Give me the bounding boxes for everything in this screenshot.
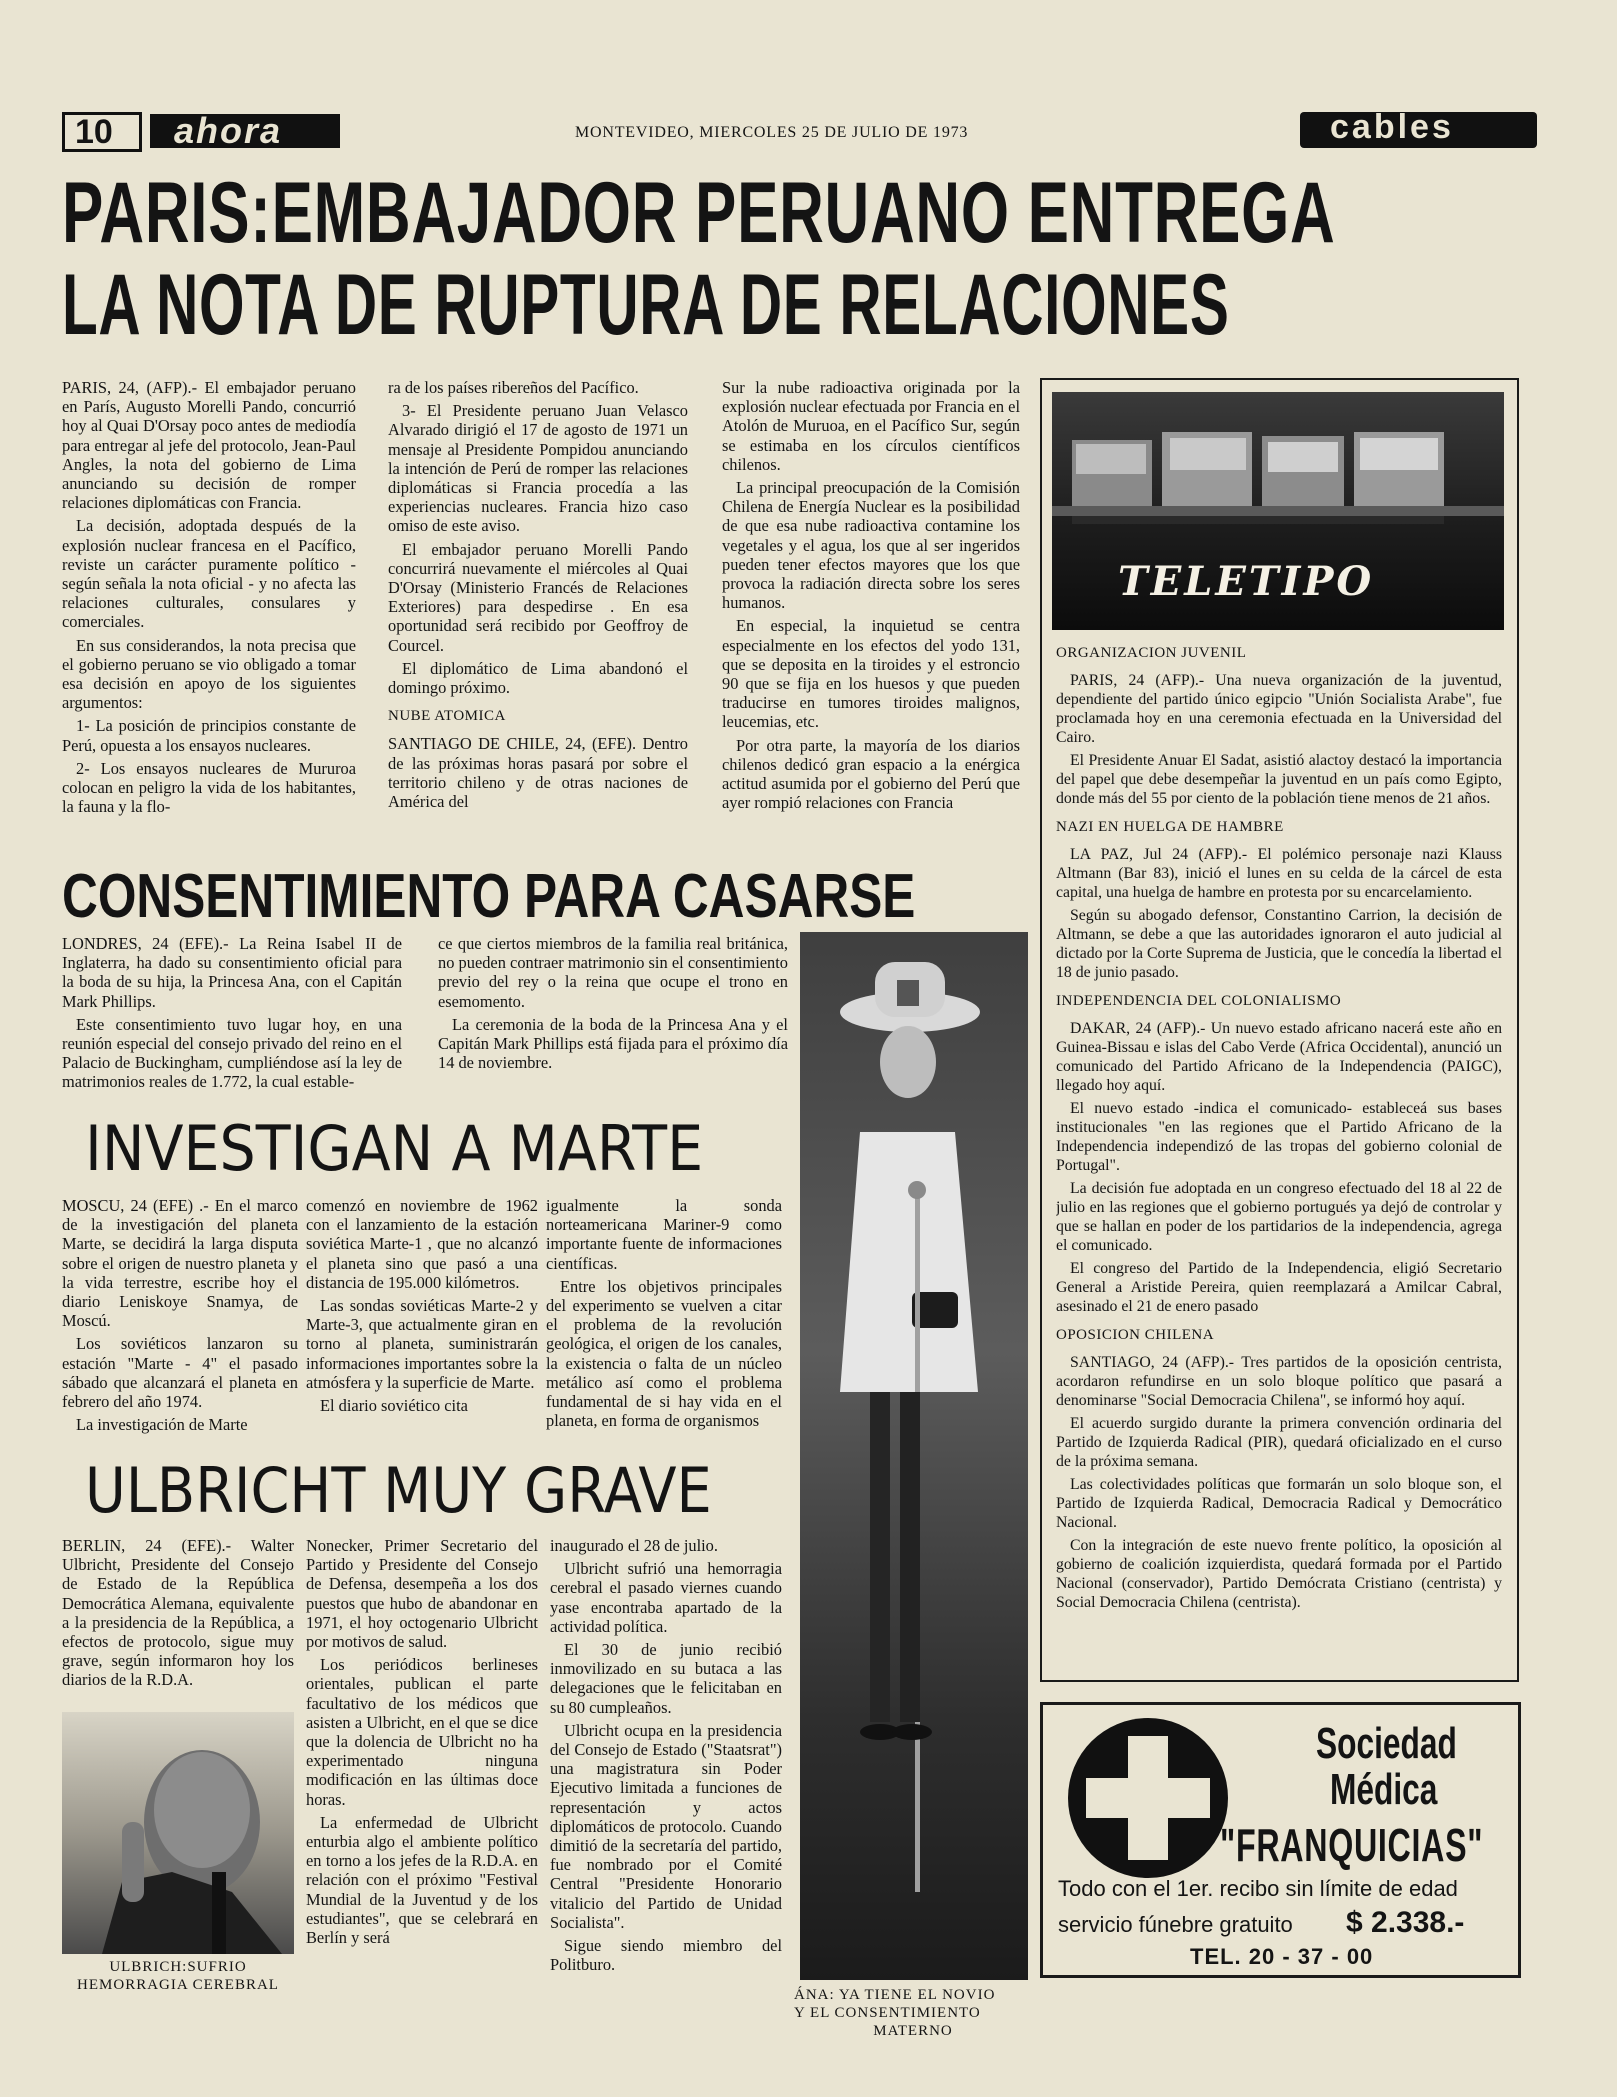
paragraph: PARIS, 24, (AFP).- El embajador peruano en París, Augusto Morelli Pando, concurrió hoy al Quai D'Orsay poco antes de mediodía para entregar al jefe del protocolo, Jean-Paul Angles, la nota del gobierno de Lima anunciando su decisión de romper relaciones diplomáticas con Francia. <box>62 378 356 513</box>
teletipo-photo <box>1052 392 1504 630</box>
paragraph: El diplomático de Lima abandonó el domingo próximo. <box>388 658 688 698</box>
paragraph: La investigación de Marte <box>76 1415 248 1435</box>
caption-line: ULBRICH:SUFRIO <box>109 1959 247 1975</box>
ulbricht-headline: ULBRICHT MUY GRAVE <box>85 1454 712 1527</box>
page-number-box <box>62 112 142 152</box>
paragraph: 1- La posición de principios constante de Perú, opuesta a los ensayos nucleares. <box>62 716 356 755</box>
paragraph: En especial, la inquietud se centra especialmente en los efectos del yodo 131, que se deposita en la tiroides y el estroncio 90 que se fija en los huesos y que pueden traducirse en tumores tiroides malignos, leucemias, etc. <box>722 616 1020 732</box>
marte-col1 <box>62 1196 298 1456</box>
paragraph: Según su abogado defensor, Constantino Carrion, la decisión de Altmann, se debe a que las autoridades ignoraron el auto judicial al dictado por la Corte Suprema de Justicia, que le concedía la libertad el 18 de junio pasado. <box>1056 907 1502 981</box>
paragraph: ra de los países ribereños del Pacífico. <box>388 378 639 397</box>
paragraph: 2- Los ensayos nucleares de Mururoa colocan en peligro la vida de los habitantes, la fauna y la flo- <box>62 758 356 817</box>
paragraph: Ulbricht ocupa en la presidencia del Consejo de Estado ("Staatsrat") una magistratura sin Poder Ejecutivo limitada a funciones de representación y actos diplomáticos de protocolo. Cuando dimitió de la secretaría del partido, fue nombrado por el Comité Central "Presidente Honorario vitalicio del Partido de Unidad Socialista". <box>550 1720 782 1932</box>
paragraph: La ceremonia de la boda de la Princesa Ana y el Capitán Mark Phillips está fijada para el próximo día 14 de noviembre. <box>438 1014 788 1073</box>
caption-line: Y EL CONSENTIMIENTO <box>794 2005 981 2021</box>
paragraph: Nonecker, Primer Secretario del Partido y Presidente del Consejo de Defensa, desempeña a los dos puestos que hubo de abandonar en 1971, el hoy octogenario Ulbricht por motivos de salud. <box>306 1536 538 1652</box>
paragraph: BERLIN, 24 (EFE).- Walter Ulbricht, Presidente del Consejo de Estado de la República Democrática Alemana, equivalente a la presidencia de la República, a efectos de protocolo, sigue muy grave, según informaron hoy los diarios de la R.D.A. <box>62 1536 294 1690</box>
paragraph: El acuerdo surgido durante la primera convención ordinaria del Partido de Izquierda Radical (PIR), quedará oficializado en el curso de la próxima semana. <box>1056 1415 1502 1470</box>
ulbricht-col3 <box>550 1536 782 1996</box>
section-label: cables <box>1330 108 1454 146</box>
paragraph: El 30 de junio recibió inmovilizado en su butaca a las delegaciones que le felicitaban en su 80 cumpleaños. <box>550 1640 782 1717</box>
caption-line: ÁNA: YA TIENE EL NOVIO <box>794 1987 996 2003</box>
paragraph: ce que ciertos miembros de la familia real británica, no pueden contraer matrimonio sin el consentimiento previo del rey o la reina que ocupe el trono en esemomento. <box>438 934 788 1011</box>
ulbricht-photo <box>62 1712 294 1954</box>
paragraph: Las colectividades políticas que formarán un solo bloque son, el Partido de Izquierda Radical, Democracia Radical y Democrático Nacional. <box>1056 1476 1502 1531</box>
princess-anne-photo <box>800 932 1028 1980</box>
paragraph: La decisión fue adoptada en un congreso efectuado del 18 al 22 de julio en las regiones que el gobierno portugués ya dejó de controlar y que se hallan en poder de los partidarios de la independencia, agrega el comunicado. <box>1056 1180 1502 1254</box>
ad-line5: servicio fúnebre gratuito <box>1058 1912 1293 1937</box>
paragraph: Los periódicos berlineses orientales, publican el parte facultativo de los médicos que asisten a Ulbricht, en el que se dice que la dolencia de Ulbricht no ha experimentado ninguna modificación en las últimas doce horas. <box>306 1655 538 1809</box>
paragraph: Los soviéticos lanzaron su estación "Marte - 4" el pasado sábado que alcanzará el planeta en febrero del año 1974. <box>62 1334 298 1412</box>
paragraph: DAKAR, 24 (AFP).- Un nuevo estado africano nacerá este año en Guinea-Bissau e islas del Cabo Verde (Africa Occidental), anunció un comunicado del Partido Africano de la Independencia (PAIGC), llegado hoy aquí. <box>1056 1020 1502 1094</box>
main-story-col1 <box>62 378 356 858</box>
caption-line: HEMORRAGIA CEREBRAL <box>77 1977 279 1993</box>
paragraph: Entre los objetivos principales del experimento se vuelven a citar el problema de la revolución geológica, el origen de los canales, la existencia o falta de un núcleo metálico así como el problema fundamental de si hay vida en el planeta, en forma de organismos <box>546 1276 782 1431</box>
paragraph: La decisión, adoptada después de la explosión nuclear francesa en el Pacífico, reviste un carácter puramente político -según señala la nota oficial - y no afecta las relaciones culturales, consulares y comerciales. <box>62 516 356 632</box>
paragraph: Con la integración de este nuevo frente político, la oposición al gobierno de coalición izquierdista, quedará formada por el Partido Nacional (conservador), Partido Demócrata Cristiano (centrista) y Social Democracia Chilena (centrista). <box>1056 1537 1502 1611</box>
ad-line4: Todo con el 1er. recibo sin límite de edad <box>1058 1876 1458 1901</box>
woman-with-hat-image <box>800 932 1028 1980</box>
paragraph: La principal preocupación de la Comisión Chilena de Energía Nuclear es la posibilidad de que esa nube radioactiva contamine los vegetales y el agua, los que al ser ingeridos pueden tener efectos mayores que los que provoca la radiación directa sobre los seres humanos. <box>722 478 1020 613</box>
paragraph: LA PAZ, Jul 24 (AFP).- El polémico personaje nazi Klauss Altmann (Bar 83), inició el lunes en su celda de la cárcel de esta capital, una huelga de hambre en protesta por su encarcelamiento. <box>1056 846 1502 901</box>
consentimiento-headline: CONSENTIMIENTO PARA CASARSE <box>62 862 916 931</box>
paragraph: comenzó en noviembre de 1962 con el lanzamiento de la estación soviética Marte-1 , que no alcanzó el planeta sino que pasó a una distancia de 195.000 kilómetros. <box>306 1196 538 1292</box>
paragraph: igualmente la sonda norteamericana Mariner-9 como importante fuente de informaciones científicas. <box>546 1196 782 1273</box>
paper-name: ahora <box>174 110 283 151</box>
paragraph: Ulbricht sufrió una hemorragia cerebral el pasado viernes cuando yase encontraba apartado de la actividad política. <box>550 1559 782 1636</box>
teletipo-label: TELETIPO <box>1118 558 1375 605</box>
subheading: INDEPENDENCIA DEL COLONIALISMO <box>1056 993 1342 1009</box>
caption-line: MATERNO <box>873 2023 953 2039</box>
red-cross-icon <box>1068 1718 1228 1878</box>
paragraph: La enfermedad de Ulbricht enturbia algo el ambiente político en torno a los jefes de la R.D.A. en relación con el próximo "Festival Mundial de la Juventud y de los estudiantes", que se celebrará en Berlín y será <box>306 1812 538 1948</box>
ad-line3: "FRANQUICIAS" <box>1220 1819 1484 1871</box>
paragraph: LONDRES, 24 (EFE).- La Reina Isabel II de Inglaterra, ha dado su consentimiento oficial para la boda de su hija, la Princesa Ana, con el Capitán Mark Phillips. <box>62 934 402 1011</box>
paragraph: MOSCU, 24 (EFE) .- En el marco de la investigación del planeta Marte, se decidirá la larga disputa sobre el origen de nuestro planeta y la vida terrestre, escribe hoy el diario Leniskoye Snamya, de Moscú. <box>62 1196 298 1331</box>
masthead <box>60 110 1540 150</box>
paragraph: SANTIAGO, 24 (AFP).- Tres partidos de la oposición centrista, acordaron refundirse en un solo bloque político que pasará a denominarse "Social Democracia Chilena", se informó hoy aquí. <box>1056 1354 1502 1409</box>
main-headline-line1: PARIS:EMBAJADOR PERUANO ENTREGA <box>62 165 1336 261</box>
paragraph: Por otra parte, la mayoría de los diarios chilenos dedicó gran espacio a la enérgica actitud asumida por el gobierno del Perú que ayer rompió relaciones con Francia <box>722 735 1020 813</box>
paragraph: Sigue siendo miembro del Politburo. <box>550 1936 782 1975</box>
ulbricht-col2 <box>306 1536 538 1996</box>
marte-col3 <box>546 1196 782 1456</box>
subheading: OPOSICION CHILENA <box>1056 1327 1215 1343</box>
ad-line2: Médica <box>1330 1765 1438 1814</box>
paragraph: Las sondas soviéticas Marte-2 y Marte-3, que actualmente giran en torno al planeta, suministrarán informaciones importantes sobre la atmósfera y la superficie de Marte. <box>306 1296 538 1392</box>
teletipo-text <box>1056 634 1502 1674</box>
paragraph: inaugurado el 28 de julio. <box>550 1536 718 1555</box>
paragraph: Este consentimiento tuvo lugar hoy, en una reunión especial del consejo privado del reino en el Palacio de Buckingham, cumpliéndose así la ley de matrimonios reales de 1.772, la cual estable- <box>62 1014 402 1092</box>
paragraph: El embajador peruano Morelli Pando concurrirá nuevamente el miércoles al Quai D'Orsay (Ministerio Francés de Relaciones Exteriores) para despedirse . En esa oportunidad será recibido por Geoffroy de Courcel. <box>388 539 688 655</box>
marte-headline: INVESTIGAN A MARTE <box>85 1112 704 1185</box>
page-number: 10 <box>75 113 113 151</box>
paragraph: Sur la nube radioactiva originada por la explosión nuclear efectuada por Francia en el Atolón de Muruoa, en el Pacífico Sur, según se estimaba en los círculos científicos chilenos. <box>722 378 1020 474</box>
ad-price: $ 2.338.- <box>1346 1906 1465 1939</box>
ad-phone: TEL. 20 - 37 - 00 <box>1190 1944 1374 1969</box>
elderly-man-portrait-image <box>62 1712 294 1954</box>
ad-line1: Sociedad <box>1316 1719 1457 1768</box>
subheading: NUBE ATOMICA <box>388 708 506 725</box>
masthead-date: MONTEVIDEO, MIERCOLES 25 DE JULIO DE 1973 <box>575 124 969 141</box>
paragraph: 3- El Presidente peruano Juan Velasco Alvarado dirigió el 17 de agosto de 1971 un mensaje al Presidente Pompidou anunciando la intención de Perú de romper las relaciones diplomáticas si Francia procedía a las experiencias nucleares. Francia hizo caso omiso de este aviso. <box>388 401 688 536</box>
main-headline-line2: LA NOTA DE RUPTURA DE RELACIONES <box>62 257 1230 353</box>
paragraph: PARIS, 24 (AFP).- Una nueva organización de la juventud, dependiente del partido único egipcio "Unión Socialista Arabe", fue proclamada hoy en una ceremonia efectuada en la Universidad del Cairo. <box>1056 672 1502 746</box>
paper-name-box <box>150 110 340 151</box>
paragraph: El nuevo estado -indica el comunicado- estableceá sus bases institucionales "en las regiones que el Partido Africano de la Independencia independizó de las tropas del gobierno colonial de Portugal". <box>1056 1100 1502 1174</box>
paragraph: En sus considerandos, la nota precisa que el gobierno peruano se vio obligado a tomar esa decisión en apoyo de los siguientes argumentos: <box>62 635 356 713</box>
subheading: NAZI EN HUELGA DE HAMBRE <box>1056 819 1284 835</box>
subheading: ORGANIZACION JUVENIL <box>1056 645 1247 661</box>
paragraph: SANTIAGO DE CHILE, 24, (EFE). Dentro de las próximas horas pasará por sobre el territorio chileno y de otras naciones de América del <box>388 734 688 812</box>
main-story-col3 <box>722 378 1020 858</box>
marte-col2 <box>306 1196 538 1456</box>
section-box <box>1300 108 1537 148</box>
paragraph: El diario soviético cita <box>320 1396 468 1416</box>
paragraph: El congreso del Partido de la Independencia, eligió Secretario General a Aristide Pereira, quien reemplazará a Amilcar Cabral, asesinado el 21 de enero pasado <box>1056 1260 1502 1315</box>
ulbricht-col1 <box>62 1536 294 1706</box>
paragraph: El Presidente Anuar El Sadat, asistió alactoy destacó la importancia del papel que debe desempeñar la juventud en un país como Egipto, donde más del 55 por ciento de la población tiene menos de 21 años. <box>1056 752 1502 807</box>
princess-anne-caption <box>794 1986 1032 2040</box>
main-story-col2 <box>388 378 688 858</box>
ulbricht-caption <box>62 1958 294 1994</box>
